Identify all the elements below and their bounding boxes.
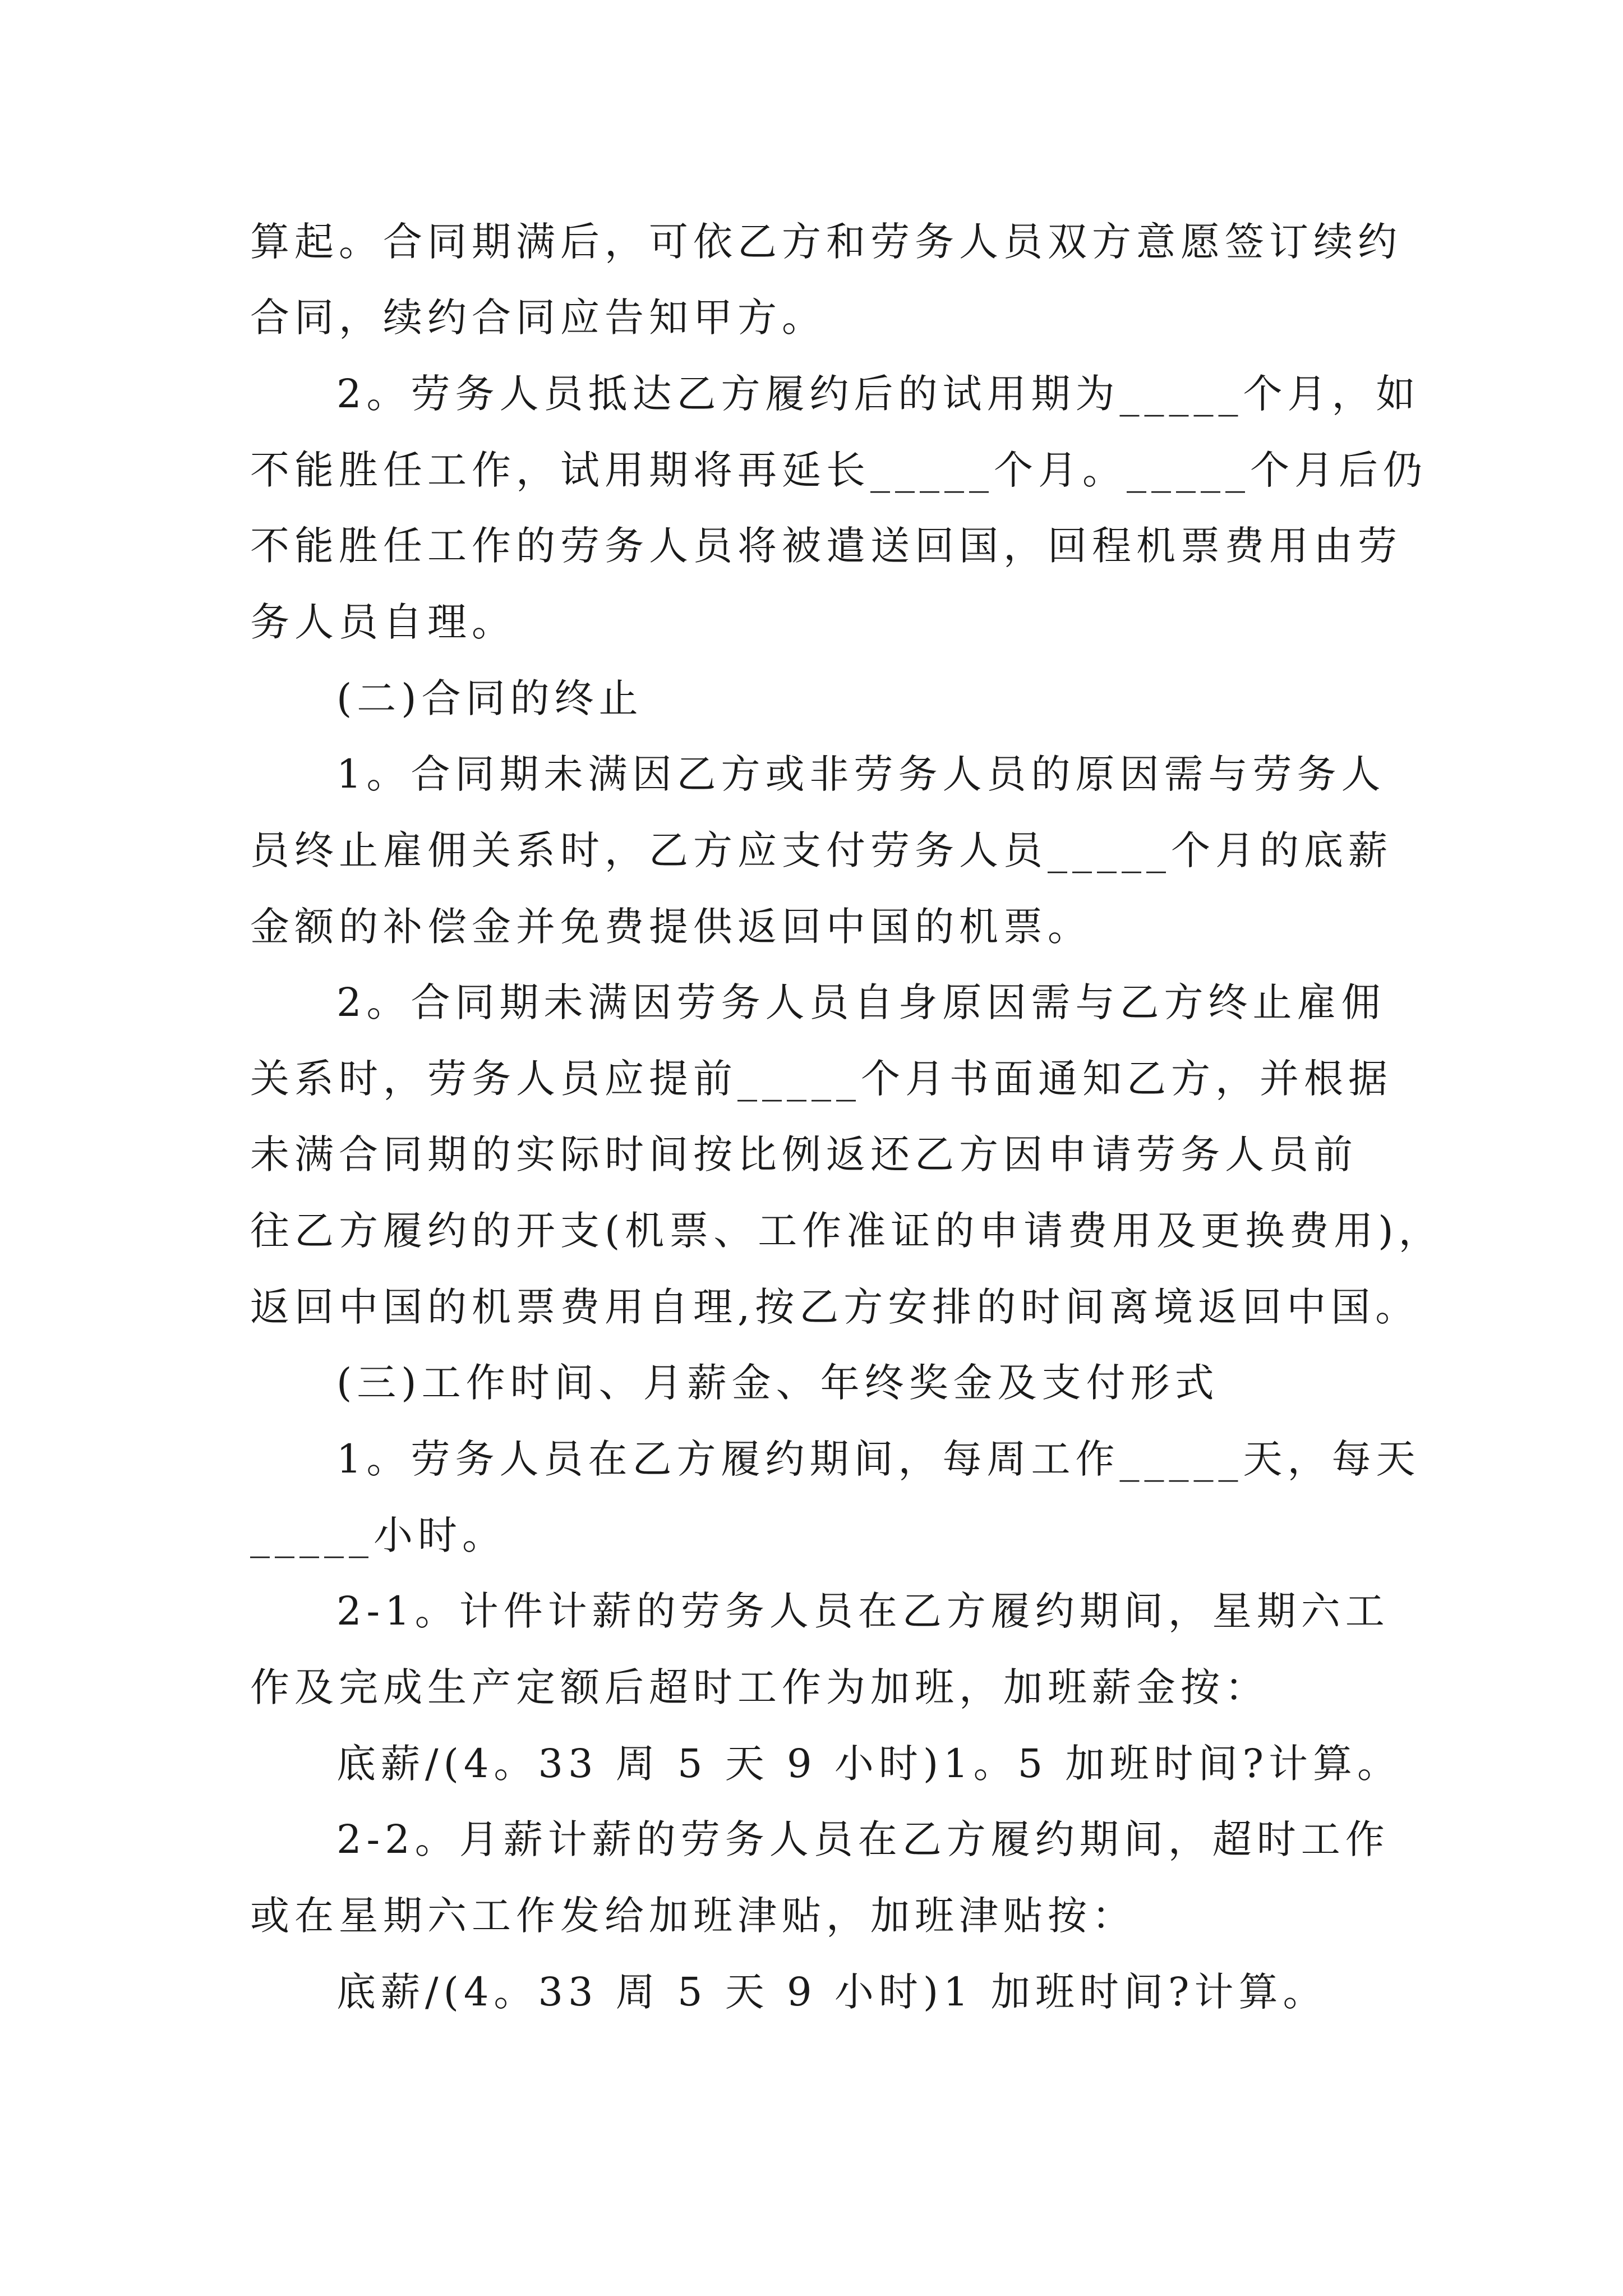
- text-line: 金额的补偿金并免费提供返回中国的机票。: [250, 904, 1092, 950]
- text-line: 2-1。计件计薪的劳务人员在乙方履约期间，星期六工: [336, 1588, 1390, 1634]
- text-line: 2。劳务人员抵达乙方履约后的试用期为_____个月，如: [336, 371, 1421, 417]
- text-line: 关系时，劳务人员应提前_____个月书面通知乙方，并根据: [250, 1056, 1393, 1102]
- section-heading: (三)工作时间、月薪金、年终奖金及支付形式: [336, 1360, 1219, 1406]
- formula-line: 底薪/(4。33 周 5 天 9 小时)1 加班时间?计算。: [336, 1969, 1327, 2015]
- text-line: 合同，续约合同应告知甲方。: [250, 295, 826, 341]
- text-line: _____小时。: [250, 1512, 506, 1558]
- text-line: 1。劳务人员在乙方履约期间，每周工作_____天，每天: [336, 1436, 1421, 1482]
- text-line: 2。合同期未满因劳务人员自身原因需与乙方终止雇佣: [336, 979, 1386, 1025]
- text-line: 员终止雇佣关系时，乙方应支付劳务人员_____个月的底薪: [250, 827, 1393, 873]
- text-line: 或在星期六工作发给加班津贴，加班津贴按：: [250, 1893, 1136, 1939]
- text-line: 未满合同期的实际时间按比例返还乙方因申请劳务人员前: [250, 1131, 1358, 1177]
- text-line: 返回中国的机票费用自理,按乙方安排的时间离境返回中国。: [250, 1284, 1420, 1330]
- text-line: 算起。合同期满后，可依乙方和劳务人员双方意愿签订续约: [250, 219, 1402, 265]
- text-line: 往乙方履约的开支(机票、工作准证的申请费用及更换费用)，: [250, 1208, 1443, 1254]
- text-line: 不能胜任工作的劳务人员将被遣送回国，回程机票费用由劳: [250, 523, 1402, 569]
- formula-line: 底薪/(4。33 周 5 天 9 小时)1。5 加班时间?计算。: [336, 1741, 1401, 1787]
- text-line: 2-2。月薪计薪的劳务人员在乙方履约期间，超时工作: [336, 1816, 1390, 1862]
- text-line: 务人员自理。: [250, 599, 516, 645]
- section-heading: (二)合同的终止: [336, 675, 643, 721]
- text-line: 作及完成生产定额后超时工作为加班，加班薪金按：: [250, 1664, 1269, 1710]
- text-line: 不能胜任工作，试用期将再延长_____个月。_____个月后仍: [250, 447, 1427, 493]
- text-line: 1。合同期未满因乙方或非劳务人员的原因需与劳务人: [336, 751, 1386, 797]
